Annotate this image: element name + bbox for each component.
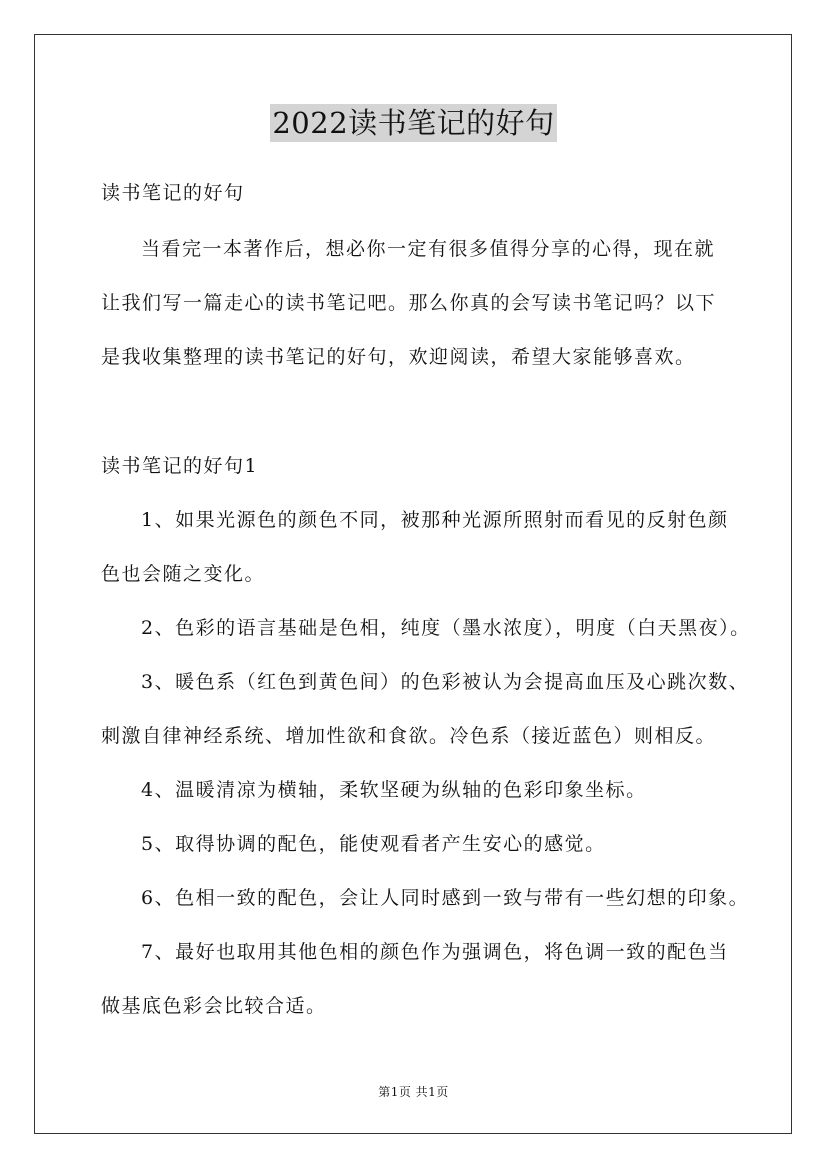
document-title: 2022读书笔记的好句 bbox=[272, 106, 555, 140]
body-line-8: 6、色相一致的配色，会让人同时感到一致与带有一些幻想的印象。 bbox=[141, 887, 750, 909]
body-line-2: 色也会随之变化。 bbox=[101, 563, 266, 585]
body-line-10: 做基底色彩会比较合适。 bbox=[101, 995, 327, 1017]
body-line-3: 2、色彩的语言基础是色相，纯度（墨水浓度），明度（白天黑夜）。 bbox=[141, 617, 751, 639]
body-line-4: 3、暖色系（红色到黄色间）的色彩被认为会提高血压及心跳次数、 bbox=[141, 671, 750, 693]
subtitle: 读书笔记的好句 bbox=[101, 182, 245, 204]
section-heading: 读书笔记的好句1 bbox=[101, 455, 259, 477]
intro-line-1: 当看完一本著作后，想必你一定有很多值得分享的心得，现在就 bbox=[141, 238, 716, 260]
body-line-6: 4、温暖清凉为横轴，柔软坚硬为纵轴的色彩印象坐标。 bbox=[141, 779, 647, 801]
body-line-7: 5、取得协调的配色，能使观看者产生安心的感觉。 bbox=[141, 833, 606, 855]
intro-line-2: 让我们写一篇走心的读书笔记吧。那么你真的会写读书笔记吗？以下 bbox=[101, 292, 717, 314]
body-line-9: 7、最好也取用其他色相的颜色作为强调色，将色调一致的配色当 bbox=[141, 941, 729, 963]
title-container bbox=[0, 104, 827, 142]
body-line-1: 1、如果光源色的颜色不同，被那种光源所照射而看见的反射色颜 bbox=[141, 509, 729, 531]
intro-line-3: 是我收集整理的读书笔记的好句，欢迎阅读，希望大家能够喜欢。 bbox=[101, 346, 696, 368]
page-footer: 第1页 共1页 bbox=[378, 1085, 449, 1099]
body-line-5: 刺激自律神经系统、增加性欲和食欲。冷色系（接近蓝色）则相反。 bbox=[101, 725, 717, 747]
